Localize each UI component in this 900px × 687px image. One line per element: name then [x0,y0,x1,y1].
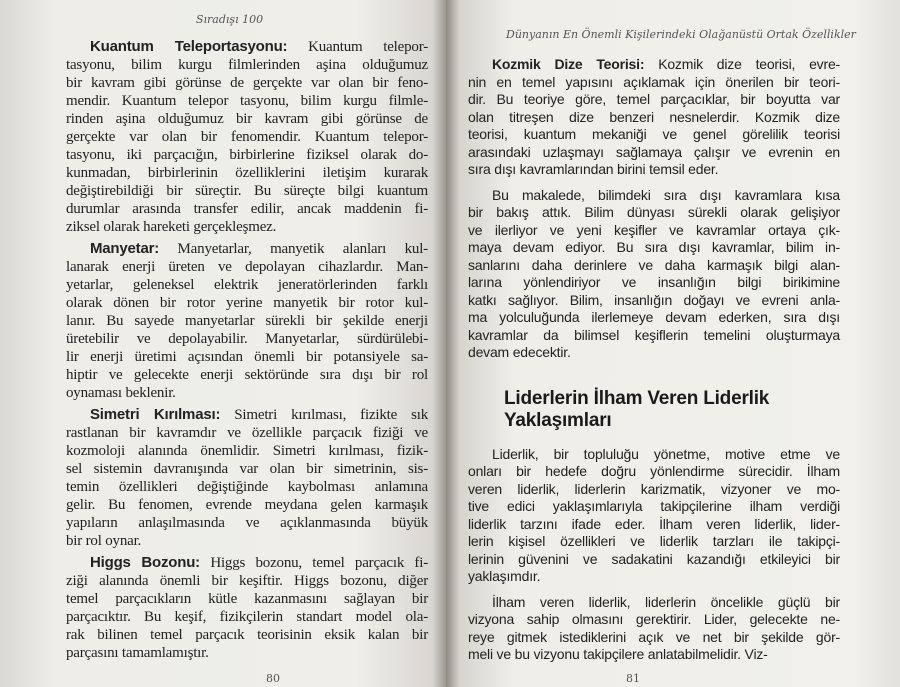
line-text: ziksel olarak hareketi gerçekleşmez. [66,219,277,235]
text-line [66,424,428,442]
line-text: olarak dönen bir rotor yerine manyetik bir rotor kul- [66,295,428,311]
line-text: reye gitmek istediklerini açık ve net bir şekilde gör- [468,628,840,645]
line-text: hiptir ve gelecekte enerji sektöründe sıra dışı bir rol [66,367,428,383]
text-line [468,74,840,92]
line-text: kavramlar da bilimsel keşiflerin temelini oluşturmaya [468,326,840,343]
text-line [468,646,840,664]
text-line [468,309,840,327]
text-line [468,327,840,345]
line-text: temel parçacıkların kütle kazanmasını sağlayan bir [66,591,428,607]
text-line [66,164,428,182]
line-text: lerinin güvenini ve sadakatini kazandığı etkileyici bir [468,550,840,567]
text-line [468,187,840,205]
line-text: maya devam ediyor. Bu sıra dışı kavramlar, bilim in- [468,239,840,255]
text-line [66,590,428,608]
text-line [468,204,840,222]
text-line [66,572,428,590]
text-line [468,629,840,647]
line-text: mendir. Kuantum telepor tasyonu, bilim kurgu filmle- [66,93,428,109]
line-text: larına yönlendiriyor ve insanlığın bilgi birikimine [468,274,840,290]
text-line [468,533,840,551]
text-line [66,532,428,550]
paragraph-higgs-boson [66,554,428,662]
running-header: Sıradışı 100 [196,13,264,26]
line-text: yapıların anlaşılmasında ve açıklanmasında büyük [66,515,428,531]
line-text: üretebilir ve depolayabilir. Manyetarlar, sürdürülebi- [66,331,428,347]
line-text: tasyonu, bilim kurgu filmlerinden aşina olduğumuz [66,57,428,73]
text-line [66,348,428,366]
paragraph-leadership-vision [468,594,840,664]
text-line [66,330,428,348]
text-line [66,258,428,276]
text-line [66,644,428,662]
text-line [66,294,428,312]
text-line [468,498,840,516]
line-text: rastlanan bir kavramdır ve özellikle parçacık fiziği ve [66,425,428,441]
text-line [468,463,840,481]
line-text: katkı sağlıyor. Bilim, insanlığın doğayı ve evreni anla- [468,291,840,308]
line-text: Higgs bozonu, temel parçacık fi- [210,555,428,571]
text-line [468,481,840,499]
text-line [468,446,840,464]
line-text: Bu makalede, bilimdeki sıra dışı kavramlara kısa [492,186,840,203]
text-line [66,240,428,258]
text-line [66,460,428,478]
text-line [66,56,428,74]
line-text: durumlar arasında transfer edilir, ancak maddenin fi- [66,201,428,217]
line-text: gelir. Bu fenomen, evrende meydana gelen karmaşık [66,497,428,513]
text-line [468,161,840,179]
section-heading-line: Yaklaşımları [504,409,612,431]
text-line [468,144,840,162]
line-text: lir enerji üretimi açısından önemli bir potansiyele sa- [66,349,428,365]
line-text: liderlik tarzını ifade eder. İlham veren liderlik, lider- [468,515,840,532]
text-line [66,312,428,330]
line-text: Kuantum telepor- [308,39,428,55]
right-page [446,0,900,687]
line-text: Simetri kırılması, fizikte sık [234,407,428,423]
line-text: gerçekte var olan bir fenomendir. Kuantum telepor- [66,129,428,145]
text-line [468,292,840,310]
line-text: lerin kişisel özellikleri ve liderlik tarzları ile takipçi- [468,533,840,549]
text-line [66,110,428,128]
line-text: kozmoloji alanında önemlidir. Simetri kırılması, fizik- [66,443,428,459]
line-text: rak bilinen temel parçacık teorisinin eksik kalan bir [66,627,428,643]
text-line [468,594,840,612]
text-line [66,74,428,92]
text-line [66,200,428,218]
line-text: lanarak enerji üreten ve depolayan cihazlardır. Man- [66,259,428,275]
line-text: olan titreşen dize benzeri nesnelerdir. Kozmik dize [468,108,840,125]
paragraph-conclusion [468,187,840,362]
line-text: sel sistemin davranışında var olan bir simetrinin, sis- [66,461,428,477]
text-line [468,109,840,127]
paragraph-symmetry-breaking [66,406,428,550]
text-line [468,257,840,275]
text-line [66,514,428,532]
line-text: arasındaki uzlaşmayı sağlamaya çalışır ve evrenin en [468,143,840,160]
term-label: Manyetar: [90,240,160,257]
line-text: devam edecektir. [468,344,571,360]
line-text: kunmadan, birbirlerinin özelliklerini iletişim kurarak [66,165,428,181]
text-line [66,38,428,56]
line-text: meli ve bu vizyonu takipçilere anlatabilmelidir. Viz- [468,646,768,662]
text-line [66,478,428,496]
line-text: parçacıktır. Bu keşif, fizikçilerin standart model ola- [66,609,428,625]
paragraph-leadership-intro [468,446,840,586]
line-text: bir kavram gibi görünse de gerçekte var olan bir feno- [66,75,428,91]
text-line [66,608,428,626]
text-line [468,274,840,292]
text-line [66,496,428,514]
line-text: Kozmik dize teorisi, evre- [658,56,840,72]
term-label: Simetri Kırılması: [90,406,221,423]
text-line [468,568,840,586]
line-text: oynaması beklenir. [66,385,176,401]
text-line [66,146,428,164]
line-text: onları bir hedefe doğru yönlendirme sürecidir. İlham [468,463,840,479]
line-text: nin en temel yapısını açıklamak için önerilen bir teori- [468,73,840,90]
line-text: sıra dışı kavramlarından birini temsil eder. [468,161,719,177]
text-line [66,442,428,460]
text-line [66,182,428,200]
section-heading [504,388,840,432]
left-page-body [66,38,428,666]
line-text: Manyetarlar, manyetik alanları kul- [177,241,428,257]
text-line [66,554,428,572]
text-line [468,91,840,109]
paragraph-cosmic-string-theory [468,56,840,179]
paragraph-quantum-teleportation [66,38,428,236]
line-text: sanlarını daha derinlere ve daha karmaşık bilgi alan- [468,256,840,273]
line-text: parçasını tamamlamıştır. [66,645,209,661]
line-text: dir. Bu teoriye göre, temel parçacıklar, bir boyutta var [468,91,840,107]
text-line [66,384,428,402]
text-line [66,218,428,236]
running-header: Dünyanın En Önemli Kişilerindeki Olağanüstü Ortak Özellikler [506,28,856,41]
section-heading-line: Liderlerin İlham Veren Liderlik [504,387,770,409]
term-label: Higgs Bozonu: [90,554,200,571]
right-page-body [468,56,840,672]
text-line [66,92,428,110]
line-text: ve ilerliyor ve yeni keşifler ve kavramlar ortaya çık- [468,221,840,238]
text-line [468,516,840,534]
term-label: Kuantum Teleportasyonu: [90,38,288,55]
text-line [66,366,428,384]
line-text: lanır. Bu sayede manyetarlar sürekli bir şekilde enerji [66,313,428,329]
paragraph-magnetar [66,240,428,402]
line-text: ziği alanında önemli bir keşiftir. Higgs bozonu, diğer [66,573,428,589]
line-text: temin özellikleri değiştiğinde kaybolması anlamına [66,479,428,495]
line-text: teorisi, kuantum mekaniği ve genel görelilik teorisi [468,126,840,142]
text-line [468,56,840,74]
text-line [66,128,428,146]
line-text: bir bakış attık. Bilim dünyası sürekli olarak gelişiyor [468,204,840,220]
text-line [468,239,840,257]
text-line [468,551,840,569]
text-line [66,276,428,294]
line-text: Liderlik, bir topluluğu yönetme, motive etme ve [492,445,840,462]
line-text: rinden aşina olduğumuz bir kavram gibi görünse de [66,111,428,127]
line-text: vizyona sahip olmasını gerektirir. Lider, gelecekte ne- [468,611,840,627]
page-number: 80 [266,672,280,685]
line-text: yaklaşımdır. [468,568,541,584]
line-text: yetarlar, geleneksel elektrik jeneratörlerinden farklı [66,277,428,293]
line-text: değiştirebildiği bir süreçtir. Bu süreçte bilgi kuantum [66,183,428,199]
text-line [468,222,840,240]
line-text: bir rol oynar. [66,533,142,549]
text-line [468,344,840,362]
text-line [66,626,428,644]
left-page [0,0,446,687]
text-line [468,126,840,144]
line-text: tasyonu, iki parçacığın, birbirlerine fiziksel olarak do- [66,147,428,163]
line-text: veren liderlik, liderlerin karizmatik, vizyoner ve mo- [468,480,840,497]
term-label: Kozmik Dize Teorisi: [492,56,645,72]
line-text: İlham veren liderlik, liderlerin öncelikle güçlü bir [492,593,840,610]
page-number: 81 [626,672,640,685]
text-line [66,406,428,424]
line-text: tive edici yaklaşımlarıyla takipçilerine ilham verdiği [468,498,840,514]
line-text: ma yolculuğunda ilerlemeye devam ederken, sıra dışı [468,309,840,325]
text-line [468,611,840,629]
